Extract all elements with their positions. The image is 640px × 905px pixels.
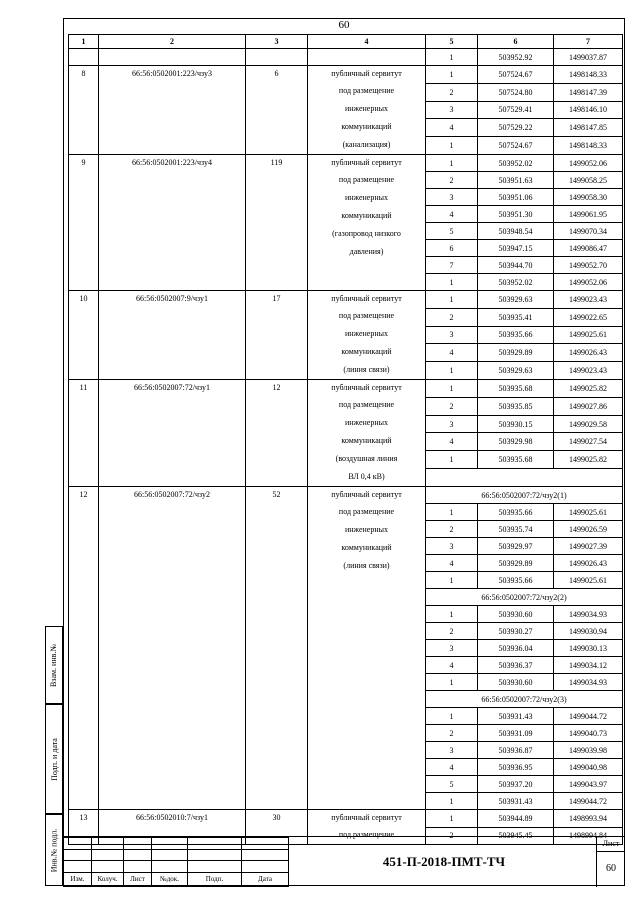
coord-y: 1499070.34 xyxy=(554,223,623,240)
coord-x: 507524.80 xyxy=(478,83,554,101)
coord-x: 507524.67 xyxy=(478,137,554,155)
coord-x: 503929.89 xyxy=(478,344,554,362)
coord-x: 503930.60 xyxy=(478,606,554,623)
coord-x: 503936.04 xyxy=(478,640,554,657)
cadastral-number: 66:56:0502007:9/чзу1 xyxy=(99,291,246,380)
point-number: 1 xyxy=(426,155,478,172)
coord-x: 503935.66 xyxy=(478,572,554,589)
description-line: публичный сервитут xyxy=(331,294,402,303)
point-number: 2 xyxy=(426,397,478,415)
coord-y: 1499029.58 xyxy=(554,415,623,433)
coord-x: 503936.37 xyxy=(478,657,554,674)
sub-area-title: 66:56:0502007:72/чзу2(1) xyxy=(426,487,623,504)
column-header: 2 xyxy=(99,35,246,49)
coord-x: 503931.43 xyxy=(478,793,554,810)
cadastral-number: 66:56:0502010:7/чзу1 xyxy=(99,810,246,845)
empty-cell xyxy=(69,49,99,66)
description-line: ВЛ 0,4 кВ) xyxy=(348,472,385,481)
description-line: давления) xyxy=(349,247,384,256)
point-number: 1 xyxy=(426,451,478,469)
coord-x: 503935.66 xyxy=(478,504,554,521)
description-line: инженерных xyxy=(344,104,389,113)
area-value: 52 xyxy=(246,487,308,810)
coord-x: 503951.63 xyxy=(478,172,554,189)
description-line: инженерных xyxy=(344,525,389,534)
table-row xyxy=(69,49,623,66)
coord-y: 1498148.33 xyxy=(554,137,623,155)
point-number: 4 xyxy=(426,555,478,572)
point-number: 4 xyxy=(426,433,478,451)
description-line: инженерных xyxy=(344,193,389,202)
cadastral-number: 66:56:0502001:223/чзу4 xyxy=(99,155,246,291)
coord-x: 503951.30 xyxy=(478,206,554,223)
coord-y: 1499023.43 xyxy=(554,362,623,380)
table-row xyxy=(69,66,623,84)
coord-x: 503936.95 xyxy=(478,759,554,776)
table-row xyxy=(69,810,623,828)
point-number: 2 xyxy=(426,308,478,326)
coord-y: 1499052.06 xyxy=(554,274,623,291)
coord-x: 503929.63 xyxy=(478,362,554,380)
coord-y: 1499052.06 xyxy=(554,155,623,172)
description-line: (линия связи) xyxy=(343,365,390,374)
coord-y: 1499034.12 xyxy=(554,657,623,674)
column-header: 5 xyxy=(426,35,478,49)
description-line: публичный сервитут xyxy=(331,813,402,822)
empty-cell xyxy=(308,49,426,66)
coord-y: 1498147.85 xyxy=(554,119,623,137)
coord-y: 1499034.93 xyxy=(554,606,623,623)
coord-y: 1499030.94 xyxy=(554,623,623,640)
coord-y: 1499061.95 xyxy=(554,206,623,223)
description-line: под размещение xyxy=(338,175,395,184)
column-header: 6 xyxy=(478,35,554,49)
table-row xyxy=(69,380,623,398)
point-number: 1 xyxy=(426,49,478,66)
coord-y: 1499034.93 xyxy=(554,674,623,691)
table-header xyxy=(69,35,623,49)
cadastral-number: 66:56:0502007:72/чзу1 xyxy=(99,380,246,487)
sheet-number: 60 xyxy=(606,863,616,874)
coord-y: 1498147.39 xyxy=(554,83,623,101)
description-line: публичный сервитут xyxy=(331,158,402,167)
title-block-column-label: Лист xyxy=(124,872,152,886)
point-number: 1 xyxy=(426,362,478,380)
coord-y: 1499023.43 xyxy=(554,291,623,309)
title-block-grid xyxy=(63,837,289,887)
side-stamp-inv xyxy=(45,814,63,886)
column-header: 4 xyxy=(308,35,426,49)
title-block-column-label: Изм. xyxy=(64,872,92,886)
description-line: коммуникаций xyxy=(341,543,392,552)
point-number: 5 xyxy=(426,223,478,240)
point-number: 3 xyxy=(426,101,478,119)
description-line: (воздушная линия xyxy=(335,454,398,463)
coord-y: 1499026.43 xyxy=(554,555,623,572)
description-line: инженерных xyxy=(344,329,389,338)
point-number: 2 xyxy=(426,83,478,101)
coord-x: 507524.67 xyxy=(478,66,554,84)
servitude-description xyxy=(308,291,426,380)
coord-x: 503947.15 xyxy=(478,240,554,257)
coordinates-table xyxy=(68,34,623,845)
area-value: 17 xyxy=(246,291,308,380)
coord-x: 503935.68 xyxy=(478,451,554,469)
coord-y: 1499025.61 xyxy=(554,504,623,521)
coord-x: 507529.41 xyxy=(478,101,554,119)
coord-y: 1499027.54 xyxy=(554,433,623,451)
row-number: 8 xyxy=(69,66,99,155)
coord-x: 503930.15 xyxy=(478,415,554,433)
title-block-column-label: Подп. xyxy=(188,872,242,886)
row-number: 13 xyxy=(69,810,99,845)
coord-y: 1499022.65 xyxy=(554,308,623,326)
area-value: 12 xyxy=(246,380,308,487)
description-line: коммуникаций xyxy=(341,347,392,356)
point-number: 1 xyxy=(426,274,478,291)
point-number: 4 xyxy=(426,657,478,674)
coord-x: 503951.06 xyxy=(478,189,554,206)
document-code: 451-П-2018-ПМТ-ТЧ xyxy=(288,837,599,887)
area-value: 30 xyxy=(246,810,308,845)
description-line: (газопровод низкого xyxy=(332,229,401,238)
coord-y: 1499027.39 xyxy=(554,538,623,555)
coord-x: 503936.87 xyxy=(478,742,554,759)
description-line: публичный сервитут xyxy=(331,490,402,499)
description-line: инженерных xyxy=(344,418,389,427)
side-stamp-podp xyxy=(45,704,63,814)
sub-area-title: 66:56:0502007:72/чзу2(2) xyxy=(426,589,623,606)
point-number: 2 xyxy=(426,725,478,742)
coord-x: 503929.98 xyxy=(478,433,554,451)
coord-x: 503931.43 xyxy=(478,708,554,725)
empty-cell xyxy=(246,49,308,66)
description-line: под размещение xyxy=(338,830,395,839)
coord-y: 1498146.10 xyxy=(554,101,623,119)
point-number: 1 xyxy=(426,674,478,691)
point-number: 1 xyxy=(426,291,478,309)
title-block-column-label: Колуч. xyxy=(92,872,124,886)
description-line: под размещение xyxy=(338,311,395,320)
point-number: 6 xyxy=(426,240,478,257)
coord-y: 1499040.73 xyxy=(554,725,623,742)
coord-y: 1498993.94 xyxy=(554,810,623,828)
column-header: 3 xyxy=(246,35,308,49)
coord-y: 1499025.82 xyxy=(554,451,623,469)
point-number: 3 xyxy=(426,415,478,433)
point-number: 1 xyxy=(426,810,478,828)
description-line: коммуникаций xyxy=(341,211,392,220)
description-line: под размещение xyxy=(338,86,395,95)
area-value: 119 xyxy=(246,155,308,291)
cadastral-number: 66:56:0502001:223/чзу3 xyxy=(99,66,246,155)
coord-x: 503931.09 xyxy=(478,725,554,742)
coord-x: 503944.89 xyxy=(478,810,554,828)
row-number: 9 xyxy=(69,155,99,291)
point-number: 3 xyxy=(426,189,478,206)
title-block-column-label: №док. xyxy=(152,872,188,886)
coord-x: 503937.20 xyxy=(478,776,554,793)
point-number: 5 xyxy=(426,776,478,793)
area-value: 6 xyxy=(246,66,308,155)
point-number: 1 xyxy=(426,380,478,398)
point-number: 3 xyxy=(426,538,478,555)
column-header: 7 xyxy=(554,35,623,49)
description-line: публичный сервитут xyxy=(331,69,402,78)
point-number: 7 xyxy=(426,257,478,274)
point-number: 1 xyxy=(426,606,478,623)
coord-y: 1499025.61 xyxy=(554,326,623,344)
column-header: 1 xyxy=(69,35,99,49)
servitude-description xyxy=(308,380,426,487)
coord-y: 1499026.43 xyxy=(554,344,623,362)
description-line: (канализация) xyxy=(342,140,391,149)
servitude-description xyxy=(308,487,426,810)
empty-cell xyxy=(99,49,246,66)
point-number: 3 xyxy=(426,326,478,344)
point-number: 1 xyxy=(426,504,478,521)
side-stamp-vzam xyxy=(45,626,63,704)
side-label-podp: Подп. и дата xyxy=(49,737,59,781)
coord-y: 1499026.59 xyxy=(554,521,623,538)
coord-y: 1499043.97 xyxy=(554,776,623,793)
coord-y: 1499025.82 xyxy=(554,380,623,398)
servitude-description xyxy=(308,155,426,291)
point-number: 4 xyxy=(426,206,478,223)
coord-x: 503952.02 xyxy=(478,274,554,291)
sheet-box xyxy=(596,837,625,887)
coord-y: 1499086.47 xyxy=(554,240,623,257)
coord-y: 1499037.87 xyxy=(554,49,623,66)
coord-y: 1499052.70 xyxy=(554,257,623,274)
coord-x: 503935.74 xyxy=(478,521,554,538)
sheet-label: Лист xyxy=(597,837,625,852)
description-line: под размещение xyxy=(338,400,395,409)
coord-x: 503944.70 xyxy=(478,257,554,274)
coord-y: 1499027.86 xyxy=(554,397,623,415)
coord-y: 1499040.98 xyxy=(554,759,623,776)
coord-y: 1498994.84 xyxy=(554,827,623,845)
coord-y: 1499058.25 xyxy=(554,172,623,189)
coord-x: 503935.66 xyxy=(478,326,554,344)
table-row xyxy=(69,487,623,504)
row-number: 10 xyxy=(69,291,99,380)
description-line: публичный сервитут xyxy=(331,383,402,392)
description-line: коммуникаций xyxy=(341,122,392,131)
point-number: 2 xyxy=(426,827,478,845)
coord-y: 1499025.61 xyxy=(554,572,623,589)
point-number: 3 xyxy=(426,742,478,759)
point-number: 2 xyxy=(426,521,478,538)
servitude-description xyxy=(308,66,426,155)
coord-x: 503935.68 xyxy=(478,380,554,398)
point-number: 4 xyxy=(426,344,478,362)
coord-x: 503930.60 xyxy=(478,674,554,691)
title-block-column-label: Дата xyxy=(242,872,289,886)
point-number: 1 xyxy=(426,572,478,589)
point-number: 2 xyxy=(426,172,478,189)
coord-y: 1499044.72 xyxy=(554,708,623,725)
page-number: 60 xyxy=(338,19,350,31)
empty-cell xyxy=(426,469,623,487)
point-number: 2 xyxy=(426,623,478,640)
coord-x: 503929.63 xyxy=(478,291,554,309)
description-line: (линия связи) xyxy=(343,561,390,570)
coord-x: 503935.85 xyxy=(478,397,554,415)
description-line: под размещение xyxy=(338,507,395,516)
cadastral-number: 66:56:0502007:72/чзу2 xyxy=(99,487,246,810)
title-block xyxy=(63,836,625,886)
point-number: 1 xyxy=(426,708,478,725)
point-number: 1 xyxy=(426,793,478,810)
table-row xyxy=(69,155,623,172)
row-number: 12 xyxy=(69,487,99,810)
coord-x: 503930.27 xyxy=(478,623,554,640)
description-line: коммуникаций xyxy=(341,436,392,445)
point-number: 3 xyxy=(426,640,478,657)
coord-x: 503952.92 xyxy=(478,49,554,66)
coord-y: 1499030.13 xyxy=(554,640,623,657)
side-label-vzam: Взам. инв.№ xyxy=(49,643,59,687)
table-row xyxy=(69,291,623,309)
coord-y: 1499039.98 xyxy=(554,742,623,759)
point-number: 4 xyxy=(426,119,478,137)
row-number: 11 xyxy=(69,380,99,487)
coord-x: 503948.54 xyxy=(478,223,554,240)
sub-area-title: 66:56:0502007:72/чзу2(3) xyxy=(426,691,623,708)
coord-x: 503929.97 xyxy=(478,538,554,555)
coord-x: 503929.89 xyxy=(478,555,554,572)
coord-y: 1499044.72 xyxy=(554,793,623,810)
coord-y: 1498148.33 xyxy=(554,66,623,84)
coord-x: 503935.41 xyxy=(478,308,554,326)
point-number: 1 xyxy=(426,137,478,155)
coord-x: 503945.45 xyxy=(478,827,554,845)
point-number: 4 xyxy=(426,759,478,776)
coord-x: 503952.02 xyxy=(478,155,554,172)
side-label-inv: Инв.№ подл. xyxy=(49,828,59,872)
coord-x: 507529.22 xyxy=(478,119,554,137)
coord-y: 1499058.30 xyxy=(554,189,623,206)
point-number: 1 xyxy=(426,66,478,84)
